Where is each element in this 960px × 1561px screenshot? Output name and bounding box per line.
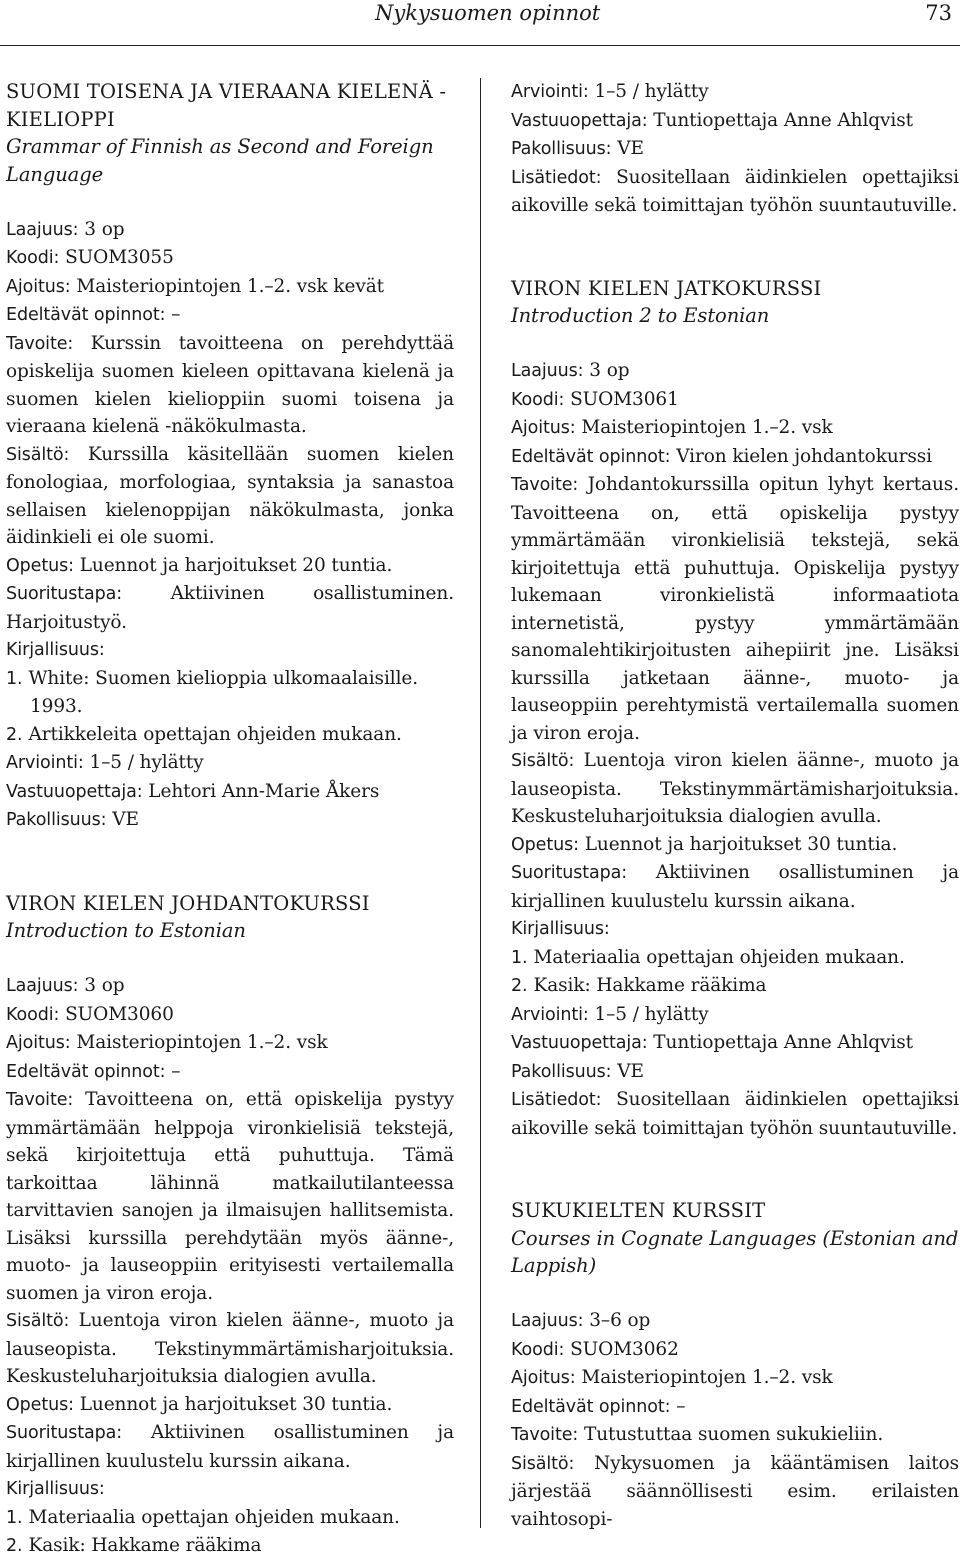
course-field [6,1001,454,1030]
course-field [6,1029,454,1058]
course-field [6,330,454,441]
field-value: Tavoitteena on, että opiskelija pystyy ymmärtämään helppoja vironkielisiä tekstejä, sekä kirjoitettuja että puhuttuja. Tämä tarkoittaa lähinnä matkailutilanteessa tarvittavien sanojen ja ilmaisujen hallitsemista. Lisäksi kurssilla perehdytään myös äänne-, muoto- ja lauseoppiin erityisesti vertailemalla suomen ja viron eroja. [6,1089,454,1304]
field-label: Lisätiedot: [511,167,602,188]
course-fields [6,972,454,1561]
field-value: Maisteriopintojen 1.–2. vsk [70,1032,328,1053]
course-field [6,636,454,665]
field-label: Sisältö: [511,751,575,771]
course-entry [6,78,454,835]
course-entry [511,78,959,220]
course-entry [511,275,959,1143]
field-label: Edeltävät opinnot: [511,1396,671,1417]
literature-item [511,972,959,1001]
literature-item [511,944,959,973]
field-value: Johdantokurssilla opitun lyhyt kertaus. Tavoitteena on, että opiskelija pystyy ymmärtämään vironkielisiä tekstejä, sekä kirjoitettuja että puhuttuja. Opiskelija pystyy lukemaan vironkielistä informaatiota internetistä, pystyy ymmärtämään sanomalehtikirjoitusten aihepiirit jne. Lisäksi kurssilla jatketaan äänne-, muoto- ja lauseoppiin perehtymistä vertailemalla suomen ja viron eroja. [511,474,959,744]
field-value: SUOM3060 [59,1003,174,1025]
course-field [511,1393,959,1422]
course-title: SUKUKIELTEN KURSSIT [511,1199,766,1222]
course-field [6,301,454,330]
literature-text: White: Suomen kielioppia ulkomaalaisille. 1993. [28,667,419,717]
course-field [511,1086,959,1142]
course-field [6,1391,454,1420]
course-field [6,552,454,581]
literature-text: Kasik: Hakkame rääkima [533,975,767,996]
literature-item [6,1532,454,1561]
course-field [6,273,454,302]
field-value: Aktiivinen osallistuminen. Harjoitustyö. [6,583,454,633]
course-subtitle: Grammar of Finnish as Second and Foreign Language [6,135,434,186]
course-field [511,1336,959,1365]
course-entry [511,1197,959,1533]
course-field [511,1450,959,1534]
field-label: Vastuuopettaja: [511,110,648,131]
literature-number: 2. [6,1536,23,1556]
field-label: Opetus: [6,555,74,576]
literature-text: Artikkeleita opettajan ohjeiden mukaan. [28,723,402,745]
literature-number: 1. [6,668,23,689]
field-label: Arviointi: [511,82,589,102]
field-label: Sisältö: [6,444,70,465]
field-value: SUOM3062 [564,1338,679,1360]
field-value: Luentoja viron kielen äänne-, muoto ja lauseopista. Tekstinymmärtämisharjoituksia. Keskusteluharjoituksia dialogien avulla. [511,750,959,827]
course-field [511,1058,959,1087]
field-label: Vastuuopettaja: [511,1033,648,1053]
course-field [6,778,454,807]
course-field [511,135,959,164]
course-field [511,915,959,944]
field-value: – [165,304,181,325]
field-value: Kurssilla käsitellään suomen kielen fonologiaa, morfologiaa, syntaksia ja sanastoa sellaisen kielenoppijan näkökulmasta, jonka äidinkieli ei ole suomi. [6,443,454,548]
literature-number: 2. [511,976,528,996]
course-field [511,471,959,747]
course-field [511,78,959,107]
running-header [0,0,960,46]
literature-text: Materiaalia opettajan ohjeiden mukaan. [28,1506,400,1528]
course-field [511,386,959,415]
course-field [511,831,959,860]
page-number: 73 [925,1,952,25]
course-field [511,1001,959,1030]
field-value: Viron kielen johdantokurssi [670,445,932,467]
course-field [6,1475,454,1504]
field-label: Koodi: [6,248,60,268]
course-field [511,859,959,915]
field-value: 1–5 / hylätty [83,752,204,773]
field-label: Laajuus: [6,219,79,240]
field-value: SUOM3055 [59,247,174,268]
course-fields [511,357,959,1142]
field-label: Pakollisuus: [6,810,107,830]
field-label: Ajoitus: [6,1033,71,1053]
field-value: 3 op [583,360,630,381]
course-field [511,1421,959,1450]
course-field [511,443,959,472]
field-label: Tavoite: [511,1425,579,1445]
field-label: Vastuuopettaja: [6,781,143,802]
field-value: VE [611,1060,644,1082]
field-label: Kirjallisuus: [511,919,610,939]
literature-list [6,665,454,750]
field-value: Luentoja viron kielen äänne-, muoto ja lauseopista. Tekstinymmärtämisharjoituksia. Keskusteluharjoituksia dialogien avulla. [6,1310,454,1387]
literature-text: Kasik: Hakkame rääkima [28,1535,262,1556]
field-value: 1–5 / hylätty [588,1003,709,1025]
field-label: Pakollisuus: [511,139,612,159]
course-field [6,244,454,273]
field-value: 3–6 op [583,1310,651,1331]
course-field [6,1058,454,1087]
field-value: Tuntiopettaja Anne Ahlqvist [647,1032,913,1053]
field-value: Maisteriopintojen 1.–2. vsk [575,417,833,438]
course-field [6,1086,454,1307]
course-field [511,1307,959,1336]
field-label: Ajoitus: [511,1368,576,1388]
course-title: VIRON KIELEN JOHDANTOKURSSI [6,891,370,915]
field-value: – [670,1395,686,1417]
header-rule [0,45,960,46]
field-value: Tuntiopettaja Anne Ahlqvist [647,109,913,131]
field-label: Tavoite: [6,1090,74,1110]
field-label: Ajoitus: [511,418,576,438]
field-value: 1–5 / hylätty [588,81,709,102]
field-value: Maisteriopintojen 1.–2. vsk [575,1367,833,1388]
field-label: Ajoitus: [6,276,71,297]
course-field [511,1364,959,1393]
course-subtitle: Introduction 2 to Estonian [511,304,770,327]
field-label: Suoritustapa: [511,863,628,883]
field-label: Edeltävät opinnot: [6,1061,166,1082]
course-field [6,1419,454,1475]
course-field [511,107,959,136]
course-field [511,747,959,831]
field-label: Edeltävät opinnot: [511,446,671,467]
literature-number: 2. [6,724,23,745]
left-column [6,78,454,1561]
field-value: VE [106,809,139,830]
course-field [6,441,454,552]
course-field [511,164,959,220]
course-fields [511,78,959,220]
field-label: Lisätiedot: [511,1090,602,1110]
literature-item [6,665,454,721]
field-value: Aktiivinen osallistuminen ja kirjallinen kuulustelu kurssin aikana. [511,862,959,912]
course-subtitle: Courses in Cognate Languages (Estonian and Lappish) [511,1226,959,1277]
field-label: Suoritustapa: [6,584,123,604]
literature-item [6,721,454,750]
field-label: Kirjallisuus: [6,640,105,660]
field-label: Koodi: [511,389,565,410]
field-label: Arviointi: [6,753,84,773]
field-label: Sisältö: [511,1453,575,1474]
course-field [6,580,454,636]
field-label: Kirjallisuus: [6,1479,105,1499]
field-label: Koodi: [6,1004,60,1025]
field-value: VE [611,138,644,159]
field-value: Maisteriopintojen 1.–2. vsk kevät [70,275,384,297]
course-field [6,806,454,835]
field-label: Tavoite: [511,475,579,495]
field-label: Tavoite: [6,333,74,354]
literature-number: 1. [6,1507,23,1528]
course-field [511,357,959,386]
field-label: Opetus: [511,834,579,855]
field-label: Sisältö: [6,1311,70,1331]
literature-list [6,1504,454,1561]
field-value: 3 op [78,218,125,240]
field-label: Pakollisuus: [511,1061,612,1082]
field-value: Aktiivinen osallistuminen ja kirjallinen kuulustelu kurssin aikana. [6,1422,454,1472]
course-fields [6,216,454,835]
field-label: Laajuus: [511,1311,584,1331]
course-fields [511,1307,959,1533]
course-title: VIRON KIELEN JATKOKURSSI [511,276,822,300]
field-value: Luennot ja harjoitukset 30 tuntia. [578,833,898,855]
running-title: Nykysuomen opinnot [375,1,601,25]
field-value: 3 op [78,975,125,996]
literature-text: Materiaalia opettajan ohjeiden mukaan. [533,946,905,968]
course-field [6,972,454,1001]
course-field [6,1307,454,1391]
field-value: Lehtori Ann-Marie Åkers [142,780,380,802]
field-label: Arviointi: [511,1004,589,1025]
course-field [511,414,959,443]
literature-number: 1. [511,947,528,968]
course-field [511,1029,959,1058]
field-label: Opetus: [6,1394,74,1415]
course-title: SUOMI TOISENA JA VIERAANA KIELENÄ -KIELIOPPI [6,80,447,131]
field-label: Laajuus: [511,361,584,381]
field-value: Suositellaan äidinkielen opettajiksi aikoville sekä toimittajan työhön suuntautuville. [511,166,959,216]
field-value: Luennot ja harjoitukset 30 tuntia. [73,1393,393,1415]
field-value: SUOM3061 [564,388,679,410]
field-value: Suositellaan äidinkielen opettajiksi aikoville sekä toimittajan työhön suuntautuville. [511,1089,959,1139]
field-label: Laajuus: [6,976,79,996]
field-label: Koodi: [511,1339,565,1360]
field-label: Suoritustapa: [6,1423,123,1443]
column-divider [480,78,481,1528]
field-label: Edeltävät opinnot: [6,305,166,325]
course-field [6,749,454,778]
field-value: Luennot ja harjoitukset 20 tuntia. [73,554,393,576]
right-column [511,78,959,1533]
field-value: Nykysuomen ja kääntämisen laitos järjestää säännöllisesti esim. erilaisten vaihtosopi- [511,1452,959,1530]
field-value: Kurssin tavoitteena on perehdyttää opiskelija suomen kieleen opittavana kielenä ja suomen kielen kielioppiin suomi toisena ja vieraana kielenä -näkökulmasta. [6,332,454,437]
field-value: Tutustuttaa suomen sukukieliin. [578,1424,884,1445]
course-entry [6,890,454,1561]
course-field [6,216,454,245]
literature-list [511,944,959,1001]
course-subtitle: Introduction to Estonian [6,919,246,942]
field-value: – [165,1060,181,1082]
